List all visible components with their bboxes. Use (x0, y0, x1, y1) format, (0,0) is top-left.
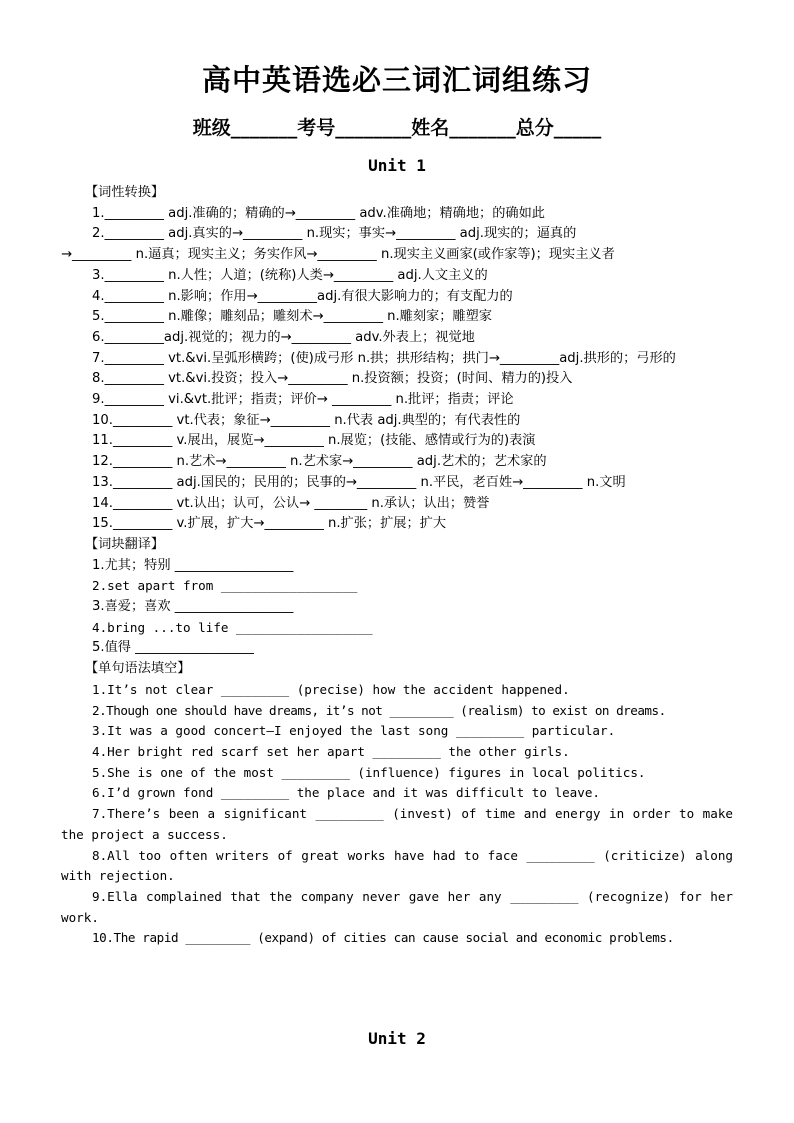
section-grammar-heading: 【单句语法填空】 (85, 661, 191, 677)
grammar-item: 10.The rapid _________ (expand) of cities can cause social and economic problems. (92, 930, 674, 946)
grammar-item: 6.I’d grown fond _________ the place and it was difficult to leave. (92, 785, 600, 801)
phrase-item: 2.set apart from __________________ (92, 578, 358, 594)
word-form-item: 2._________ adj.真实的→_________ n.现实；事实→_________ adj.现实的；逼真的 (92, 226, 577, 242)
word-form-item: 7._________ vt.&vi.呈弧形横跨；(使)成弓形 n.拱；拱形结构；拱门→_________adj.拱形的；弓形的 (92, 350, 676, 366)
phrase-item: 4.bring ...to life __________________ (92, 619, 373, 635)
word-form-item: 12._________ n.艺术→_________ n.艺术家→_________ adj.艺术的；艺术家的 (92, 454, 547, 470)
grammar-item: 2.Though one should have dreams, it’s not _________ (realism) to exist on dreams. (92, 702, 666, 718)
grammar-item: 3.It was a good concert—I enjoyed the last song _________ particular. (92, 723, 616, 739)
word-form-item: 4._________ n.影响；作用→_________adj.有很大影响力的；有支配力的 (92, 288, 513, 304)
word-form-item: 10._________ vt.代表；象征→_________ n.代表 adj.典型的；有代表性的 (92, 412, 521, 428)
unit-1-heading: Unit 1 (368, 156, 426, 175)
word-form-item: 15._________ v.扩展，扩大→_________ n.扩张；扩展；扩大 (92, 516, 447, 532)
section-phrases-heading: 【词块翻译】 (85, 536, 165, 552)
grammar-item: 9.Ella complained that the company never gave her any _________ (recognize) for her work. (61, 888, 733, 925)
grammar-item: 8.All too often writers of great works have had to face _________ (criticize) along with rejection. (61, 847, 733, 884)
word-form-item: 1._________ adj.准确的；精确的→_________ adv.准确地；精确地；的确如此 (92, 205, 545, 221)
grammar-item: 4.Her bright red scarf set her apart _________ the other girls. (92, 743, 570, 759)
word-form-item: 11._________ v.展出，展览→_________ n.展览；(技能、感情或行为的)表演 (92, 433, 536, 449)
word-form-item: 13._________ adj.国民的；民用的；民事的→_________ n.平民，老百姓→_________ n.文明 (92, 474, 626, 490)
worksheet-content (61, 183, 733, 949)
word-form-item: 6._________adj.视觉的；视力的→_________ adv.外表上；视觉地 (92, 329, 475, 345)
grammar-item: 5.She is one of the most _________ (influence) figures in local politics. (92, 764, 646, 780)
page-title: 高中英语选必三词汇词组练习 (201, 63, 592, 97)
phrase-item: 3.喜爱；喜欢 __________________ (92, 599, 294, 615)
word-form-item: 8._________ vt.&vi.投资；投入→_________ n.投资额；投资；(时间、精力的)投入 (92, 371, 573, 387)
section-word-forms-heading: 【词性转换】 (85, 185, 165, 200)
word-form-item: 14._________ vt.认出；认可，公认→ ________ n.承认；认出；赞誉 (92, 495, 490, 511)
grammar-item: 1.It’s not clear _________ (precise) how the accident happened. (92, 681, 570, 697)
unit-2-heading: Unit 2 (368, 1029, 426, 1048)
student-info-line: 班级_______考号________姓名_______总分_____ (192, 117, 602, 139)
phrase-item: 1.尤其；特别 __________________ (92, 557, 294, 573)
grammar-item: 7.There’s been a significant _________ (invest) of time and energy in order to make the project a success. (61, 806, 733, 842)
word-form-item: 5._________ n.雕像；雕刻品；雕刻术→_________ n.雕刻家；雕塑家 (92, 309, 492, 325)
word-form-item-continued: →_________ n.逼真；现实主义；务实作风→_________ n.现实主义画家(或作家等)；现实主义者 (61, 247, 615, 263)
word-form-item: 3._________ n.人性；人道；(统称)人类→_________ adj.人文主义的 (92, 267, 488, 283)
word-form-item: 9._________ vi.&vt.批评；指责；评价→ _________ n.批评；指责；评论 (92, 392, 514, 408)
phrase-item: 5.值得 __________________ (92, 640, 254, 656)
